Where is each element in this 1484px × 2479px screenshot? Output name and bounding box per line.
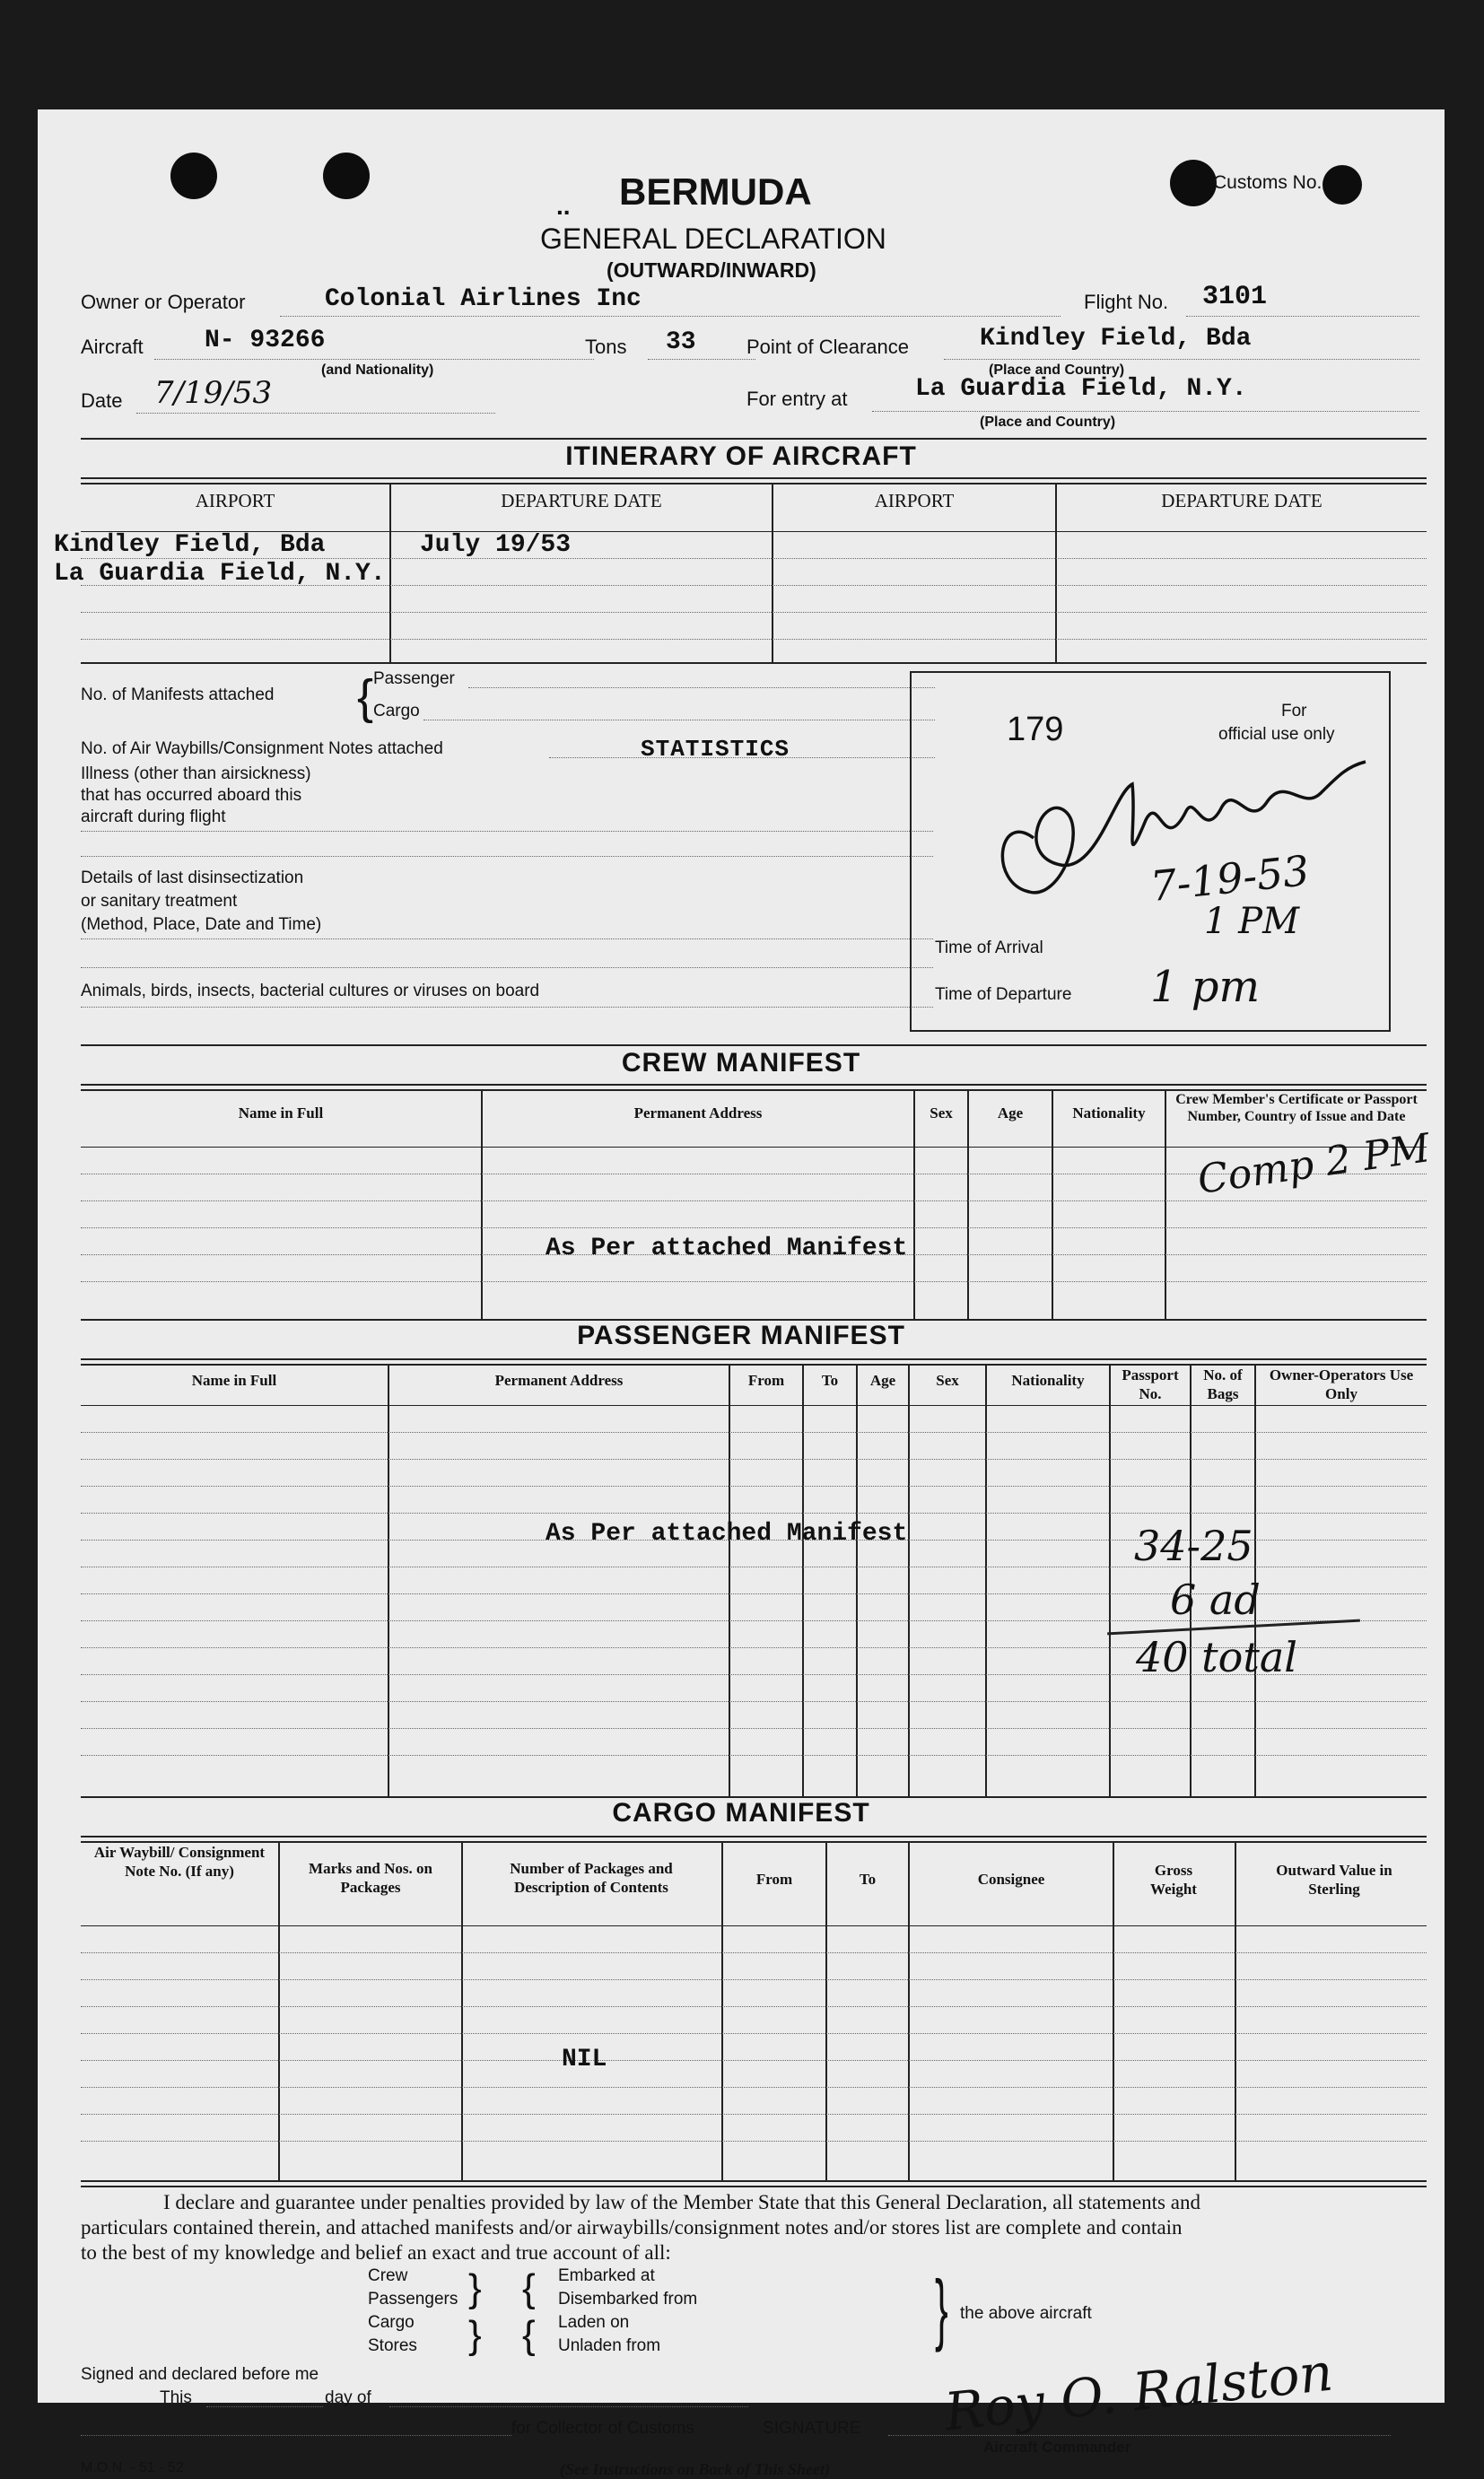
crew-col-certificate: Crew Member's Certificate or Passport Number, Country of Issue and Date (1175, 1092, 1418, 1124)
instructions-note: (See Instructions on Back of This Sheet) (560, 2460, 831, 2478)
decl-stores: Stores (368, 2336, 417, 2355)
decl-unladen: Unladen from (558, 2336, 661, 2355)
decl-embarked: Embarked at (558, 2266, 655, 2285)
punch-hole-left-2 (323, 153, 370, 199)
disinsect-line-1: Details of last disinsectization (81, 869, 304, 887)
passenger-col-address: Permanent Address (494, 1372, 624, 1389)
clearance-label: Point of Clearance (746, 336, 909, 358)
decl-brace-2: } (468, 2313, 482, 2357)
passenger-manifest-title: PASSENGER MANIFEST (577, 1321, 905, 1350)
decl-brace-1: } (468, 2266, 482, 2310)
official-hw-date: 7-19-53 (1148, 845, 1312, 912)
form-direction: (OUTWARD/INWARD) (607, 258, 816, 282)
crew-content: As Per attached Manifest (546, 1235, 908, 1262)
decl-brace-4: { (522, 2313, 536, 2357)
official-use-label: official use only (1218, 725, 1335, 744)
tons-label: Tons (585, 336, 627, 358)
passenger-col-passport: Passport No. (1122, 1366, 1179, 1402)
cargo-col-value: Outward Value in Sterling (1276, 1862, 1392, 1898)
passenger-col-sex: Sex (936, 1372, 959, 1389)
illness-line-3: aircraft during flight (81, 807, 226, 826)
manifests-brace: { (357, 670, 374, 724)
official-hw-time: 1 PM (1204, 901, 1300, 942)
form-title: BERMUDA (619, 170, 812, 213)
illness-line-1: Illness (other than airsickness) (81, 764, 311, 783)
crew-col-name: Name in Full (238, 1104, 324, 1122)
passenger-col-nationality: Nationality (1011, 1372, 1085, 1389)
punch-hole-left-1 (170, 153, 217, 199)
commander-signature: Roy O. Ralston (941, 2341, 1336, 2443)
itinerary-col-airport-2: AIRPORT (874, 490, 955, 511)
place-country-note-1: (Place and Country) (989, 362, 1125, 378)
declaration-text-1: I declare and guarantee under penalties provided by law of the Member State that this General Declaration, all statements and (163, 2191, 1200, 2213)
decl-brace-5: } (935, 2264, 948, 2352)
manifest-cargo-label: Cargo (373, 702, 420, 720)
crew-hw-note: Comp 2 PM (1194, 1125, 1433, 1203)
declaration-text-2: particulars contained therein, and attached manifests and/or airwaybills/consignment notes and/or stores list are complete and contain (81, 2216, 1183, 2239)
flight-label: Flight No. (1084, 291, 1169, 313)
aircraft-label: Aircraft (81, 336, 144, 358)
place-country-note-2: (Place and Country) (980, 415, 1116, 430)
collector-label: for Collector of Customs (511, 2419, 694, 2438)
declaration-text-3: to the best of my knowledge and belief an exact and true account of all: (81, 2241, 671, 2264)
passenger-col-age: Age (869, 1372, 896, 1389)
declaration-form (38, 109, 1445, 2478)
entry-label: For entry at (746, 388, 848, 410)
signed-declared: Signed and declared before me (81, 2365, 319, 2384)
decl-passengers: Passengers (368, 2290, 458, 2309)
time-of-departure-value: 1 pm (1150, 962, 1261, 1012)
itinerary-col-date-2: DEPARTURE DATE (1161, 490, 1323, 511)
signature-label: SIGNATURE (763, 2419, 861, 2438)
cargo-col-weight: Gross Weight (1150, 1862, 1197, 1898)
decl-crew: Crew (368, 2266, 408, 2285)
this-label: This (160, 2388, 192, 2407)
passenger-col-bags: No. of Bags (1203, 1366, 1243, 1402)
manifests-label: No. of Manifests attached (81, 685, 275, 704)
time-of-departure-label: Time of Departure (935, 985, 1072, 1004)
cargo-col-marks: Marks and Nos. on Packages (309, 1860, 432, 1896)
cargo-col-packages: Number of Packages and Description of Contents (510, 1860, 673, 1896)
passenger-hw-3: 40 total (1136, 1633, 1297, 1681)
illness-line-2: that has occurred aboard this (81, 786, 302, 805)
statistics-stamp: STATISTICS (641, 736, 790, 763)
nationality-note: (and Nationality) (321, 362, 434, 378)
entry-value: La Guardia Field, N.Y. (915, 375, 1247, 403)
itinerary-row2-airport: La Guardia Field, N.Y. (54, 560, 386, 588)
itinerary-col-airport-1: AIRPORT (195, 490, 275, 511)
animals-label: Animals, birds, insects, bacterial cultures or viruses on board (81, 982, 540, 1000)
decl-brace-3: { (522, 2266, 536, 2310)
decl-disembarked: Disembarked from (558, 2290, 698, 2309)
cargo-col-waybill: Air Waybill/ Consignment Note No. (If any) (93, 1844, 266, 1880)
time-of-arrival-label: Time of Arrival (935, 938, 1043, 957)
official-for-label: For (1281, 702, 1307, 720)
passenger-content: As Per attached Manifest (546, 1520, 908, 1548)
manifest-passenger-label: Passenger (373, 669, 455, 688)
flight-value: 3101 (1202, 282, 1268, 312)
passenger-hw-1: 34-25 (1134, 1522, 1253, 1570)
crew-col-age: Age (997, 1104, 1024, 1122)
passenger-col-name: Name in Full (191, 1372, 277, 1389)
cargo-manifest-title: CARGO MANIFEST (612, 1798, 870, 1828)
waybills-label: No. of Air Waybills/Consignment Notes attached (81, 739, 443, 758)
customs-no-label: Customs No. (1213, 172, 1323, 193)
commander-label: Aircraft Commander (983, 2439, 1131, 2456)
owner-value: Colonial Airlines Inc (325, 285, 642, 313)
passenger-hw-2: 6 ad (1170, 1576, 1261, 1624)
passenger-col-owner: Owner-Operators Use Only (1269, 1366, 1414, 1402)
crew-manifest-title: CREW MANIFEST (621, 1048, 861, 1078)
cargo-col-from: From (755, 1871, 793, 1888)
passenger-col-to: To (821, 1372, 839, 1389)
form-number: M.O.N. - 51 - 52 (81, 2460, 184, 2475)
header-prefix: .. (556, 192, 571, 220)
tons-value: 33 (666, 328, 696, 356)
clearance-value: Kindley Field, Bda (980, 325, 1252, 353)
owner-label: Owner or Operator (81, 291, 246, 313)
itinerary-title: ITINERARY OF AIRCRAFT (565, 441, 917, 471)
disinsect-line-2: or sanitary treatment (81, 892, 238, 911)
official-number: 179 (1007, 711, 1064, 748)
cargo-col-consignee: Consignee (977, 1871, 1045, 1888)
punch-hole-right-1 (1170, 160, 1217, 206)
crew-col-nationality: Nationality (1072, 1104, 1146, 1122)
cargo-content: NIL (562, 2046, 607, 2073)
itinerary-row1-airport: Kindley Field, Bda (54, 531, 326, 559)
decl-above-aircraft: the above aircraft (960, 2304, 1092, 2323)
decl-cargo: Cargo (368, 2313, 415, 2332)
aircraft-value: N- 93266 (205, 327, 326, 354)
date-value: 7/19/53 (154, 375, 273, 411)
decl-laden: Laden on (558, 2313, 630, 2332)
disinsect-line-3: (Method, Place, Date and Time) (81, 915, 322, 934)
punch-hole-right-2 (1323, 165, 1362, 205)
date-label: Date (81, 389, 123, 412)
itinerary-col-date-1: DEPARTURE DATE (501, 490, 662, 511)
day-of-label: day of (325, 2388, 371, 2407)
crew-col-sex: Sex (930, 1104, 953, 1122)
passenger-col-from: From (747, 1372, 785, 1389)
crew-col-address: Permanent Address (633, 1104, 763, 1122)
form-subtitle: GENERAL DECLARATION (540, 223, 886, 255)
cargo-col-to: To (859, 1871, 877, 1888)
itinerary-row1-date: July 19/53 (420, 531, 572, 559)
